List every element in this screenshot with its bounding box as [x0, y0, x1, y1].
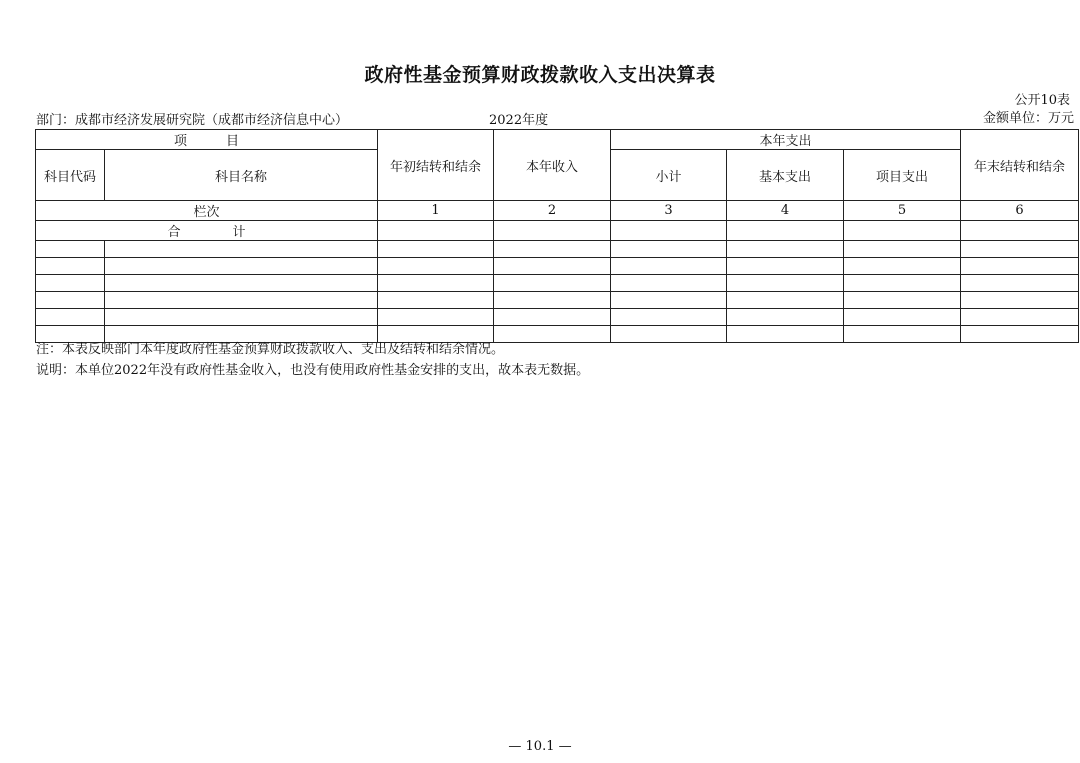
total-cell — [844, 221, 961, 241]
column-number: 5 — [844, 201, 961, 221]
table-cell — [105, 275, 378, 292]
table-cell — [105, 292, 378, 309]
table-cell — [494, 292, 611, 309]
table-cell — [36, 258, 105, 275]
col-ending-balance: 年末结转和结余 — [961, 130, 1079, 201]
total-cell — [727, 221, 844, 241]
col-subtotal: 小计 — [611, 150, 727, 201]
table-cell — [378, 258, 494, 275]
table-explanation: 说明：本单位2022年没有政府性基金收入，也没有使用政府性基金安排的支出，故本表无数据。 — [36, 363, 590, 378]
table-cell — [494, 241, 611, 258]
table-cell — [378, 309, 494, 326]
table-cell — [961, 292, 1079, 309]
total-label: 合 计 — [36, 221, 378, 241]
table-cell — [611, 326, 727, 343]
budget-table — [35, 129, 1079, 343]
table-cell — [844, 258, 961, 275]
table-cell — [961, 309, 1079, 326]
table-cell — [494, 275, 611, 292]
column-number: 4 — [727, 201, 844, 221]
column-number: 2 — [494, 201, 611, 221]
fiscal-year: 2022年度 — [489, 113, 549, 128]
table-cell — [378, 275, 494, 292]
table-cell — [36, 292, 105, 309]
expense-group-header: 本年支出 — [611, 130, 961, 150]
item-header: 项 目 — [36, 130, 378, 150]
table-cell — [494, 326, 611, 343]
column-number: 1 — [378, 201, 494, 221]
table-cell — [378, 241, 494, 258]
table-cell — [844, 309, 961, 326]
form-number: 公开10表 — [1014, 93, 1070, 108]
total-cell — [378, 221, 494, 241]
table-cell — [961, 258, 1079, 275]
total-cell — [961, 221, 1079, 241]
col-subject-code: 科目代码 — [36, 150, 105, 201]
table-cell — [611, 275, 727, 292]
row-index-label: 栏次 — [36, 201, 378, 221]
table-cell — [494, 258, 611, 275]
table-cell — [844, 326, 961, 343]
total-cell — [611, 221, 727, 241]
table-cell — [844, 292, 961, 309]
table-cell — [727, 292, 844, 309]
page-title: 政府性基金预算财政拨款收入支出决算表 — [364, 64, 716, 86]
table-cell — [727, 275, 844, 292]
table-row — [36, 241, 1079, 258]
table-cell — [844, 241, 961, 258]
col-project-expense: 项目支出 — [844, 150, 961, 201]
table-cell — [611, 309, 727, 326]
table-row — [36, 292, 1079, 309]
table-cell — [494, 309, 611, 326]
table-cell — [961, 326, 1079, 343]
table-row — [36, 309, 1079, 326]
table-cell — [105, 241, 378, 258]
table-cell — [36, 275, 105, 292]
table-cell — [727, 241, 844, 258]
table-cell — [961, 241, 1079, 258]
table-cell — [611, 258, 727, 275]
total-row — [36, 221, 1079, 241]
table-note: 注：本表反映部门本年度政府性基金预算财政拨款收入、支出及结转和结余情况。 — [36, 342, 505, 357]
amount-unit: 金额单位：万元 — [982, 111, 1074, 126]
table-cell — [727, 309, 844, 326]
column-number: 3 — [611, 201, 727, 221]
page-number: — 10.1 — — [508, 739, 572, 754]
total-cell — [494, 221, 611, 241]
table-cell — [961, 275, 1079, 292]
column-number: 6 — [961, 201, 1079, 221]
col-beginning-balance: 年初结转和结余 — [378, 130, 494, 201]
table-cell — [727, 258, 844, 275]
table-cell — [378, 292, 494, 309]
table-cell — [611, 241, 727, 258]
table-cell — [105, 309, 378, 326]
table-cell — [105, 258, 378, 275]
col-basic-expense: 基本支出 — [727, 150, 844, 201]
table-cell — [36, 241, 105, 258]
column-index-row — [36, 201, 1079, 221]
table-row — [36, 275, 1079, 292]
table-row — [36, 258, 1079, 275]
table-cell — [611, 292, 727, 309]
table-cell — [844, 275, 961, 292]
col-annual-income: 本年收入 — [494, 130, 611, 201]
department-label: 部门：成都市经济发展研究院（成都市经济信息中心） — [36, 113, 349, 128]
col-subject-name: 科目名称 — [105, 150, 378, 201]
table-cell — [36, 309, 105, 326]
table-cell — [727, 326, 844, 343]
